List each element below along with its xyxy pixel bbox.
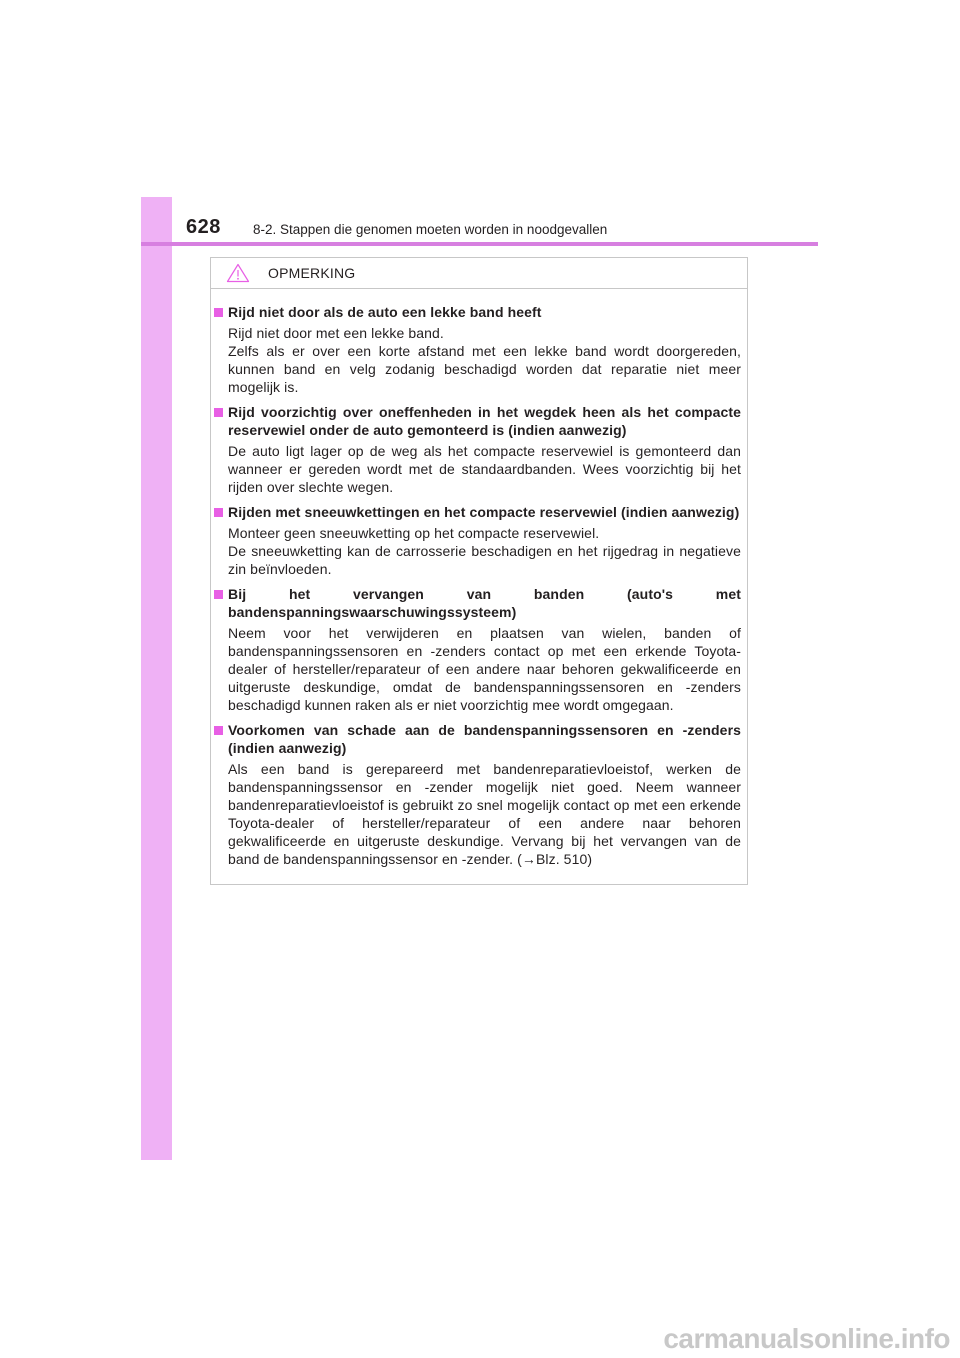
side-tab [141, 197, 172, 1160]
note-section [214, 585, 741, 714]
note-label: OPMERKING [268, 265, 356, 281]
section-text: Rijd niet door met een lekke band. Zelfs als er over een korte afstand met een lekke band wordt doorgereden, kunnen band en velg zodanig beschadigd worden dat reparatie niet meer mogelijk is. [228, 325, 741, 395]
section-text: Als een band is gerepareerd met bandenreparatievloeistof, werken de bandenspanningssensor en -zender mogelijk niet goed. Neem wanneer bandenreparatievloeistof is gebruikt zo snel mogelijk contact op met een erkende Toyota-dealer of hersteller/reparateur of een andere naar behoren gekwalificeerde en uitgeruste deskundige. Vervang bij het vervangen van de band de bandenspanningssensor en -zender. (→Blz. 510) [228, 761, 741, 867]
section-text: De auto ligt lager op de weg als het compacte reservewiel is gemonteerd dan wanneer er gereden wordt met de standaardbanden. Wees voorzichtig bij het rijden over slechte wegen. [228, 443, 741, 495]
section-heading: Rijd niet door als de auto een lekke band heeft [228, 304, 542, 320]
square-bullet-icon [214, 590, 223, 599]
note-body [211, 289, 747, 868]
section-text: Neem voor het verwijderen en plaatsen van wielen, banden of bandenspanningssensoren en -zenders contact op met een erkende Toyota-dealer of hersteller/reparateur of een andere naar behoren gekwalificeerde en uitgeruste deskundige, omdat de bandenspanningssensoren en -zenders beschadigd kunnen raken als er niet voorzichtig mee wordt omgegaan. [228, 625, 741, 713]
section-heading: Rijden met sneeuwkettingen en het compacte reservewiel (indien aanwezig) [228, 504, 740, 520]
section-heading: Rijd voorzichtig over oneffenheden in het wegdek heen als het compacte reservewiel onder de auto gemonteerd is (indien aanwezig) [228, 404, 741, 438]
header-rule [141, 242, 818, 246]
note-section [214, 303, 741, 396]
section-text: Monteer geen sneeuwketting op het compacte reservewiel. De sneeuwketting kan de carrosserie beschadigen en het rijgedrag in negatieve zin beïnvloeden. [228, 525, 741, 577]
note-box [210, 257, 748, 885]
page-number: 628 [186, 216, 221, 238]
square-bullet-icon [214, 408, 223, 417]
square-bullet-icon [214, 308, 223, 317]
note-section [214, 403, 741, 496]
note-header [211, 258, 747, 289]
note-section [214, 721, 741, 868]
section-title: 8-2. Stappen die genomen moeten worden in noodgevallen [253, 222, 608, 237]
section-heading: Voorkomen van schade aan de bandenspanningssensoren en -zenders (indien aanwezig) [228, 722, 741, 756]
square-bullet-icon [214, 726, 223, 735]
warning-triangle-icon [226, 263, 250, 283]
watermark-logo: carmanualsonline.info [663, 1323, 950, 1354]
note-section [214, 503, 741, 578]
section-heading: Bij het vervangen van banden (auto's met bandenspanningswaarschuwingssysteem) [228, 586, 741, 620]
square-bullet-icon [214, 508, 223, 517]
